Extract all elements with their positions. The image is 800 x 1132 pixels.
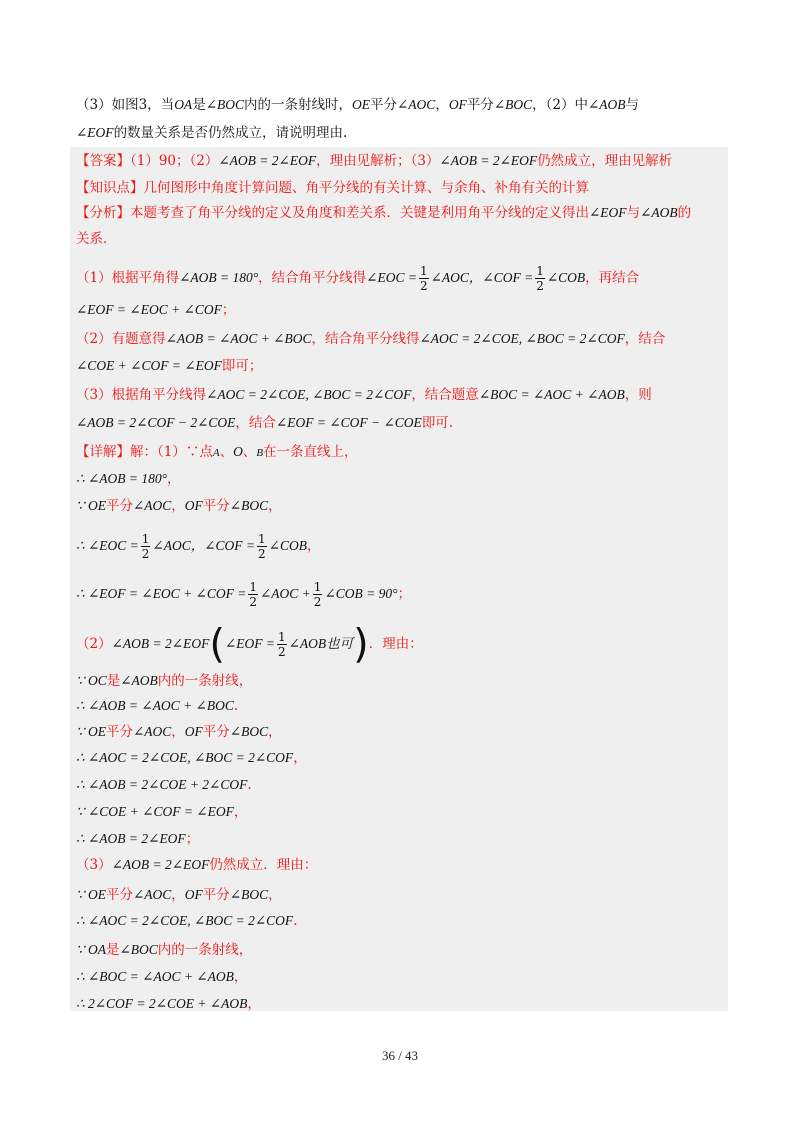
analysis-step-1: （1）根据平角得∠AOB = 180°，结合角平分线得∠EOC = $\frac{1}{2}$ ∠AOC，∠COF = $\frac{1}{2}$ ∠COB，再结合	[76, 264, 640, 293]
answer-tag: 【答案】	[76, 153, 130, 169]
detail-line-7: ∵ OC是∠AOB内的一条射线，	[76, 673, 253, 689]
detail-line-9: ∵ OE平分∠AOC，OF平分∠BOC，	[76, 724, 282, 740]
detail-line-15: ∵ OE平分∠AOC，OF平分∠BOC，	[76, 887, 282, 903]
answer-line: 【答案】（1）90；（2）∠AOB = 2∠EOF，理由见解析；（3）∠AOB = 2∠EOF仍然成立，理由见解析	[76, 153, 673, 169]
fraction-half: $\frac{1}{2}$	[258, 532, 266, 561]
fraction-half: $\frac{1}{2}$	[249, 580, 257, 609]
fraction-half: $\frac{1}{2}$	[277, 630, 286, 659]
detail-line-4: ∴ ∠EOC = $\frac{1}{2}$ ∠AOC，∠COF = $\frac{1}{2}$ ∠COB，	[76, 532, 321, 561]
detail-line-3: ∵ OE平分∠AOC，OF平分∠BOC，	[76, 498, 282, 514]
page-number: 36 / 43	[381, 1048, 419, 1063]
detail-line-6: （2）∠AOB = 2∠EOF(∠EOF = $\frac{1}{2}$ ∠AOB也可)．理由：	[76, 621, 423, 668]
detail-line-10: ∴ ∠AOC = 2∠COE, ∠BOC = 2∠COF，	[76, 750, 307, 766]
analysis-step-1-cont: ∠EOF = ∠EOC + ∠COF；	[76, 302, 236, 318]
detail-line-12: ∵ ∠COE + ∠COF = ∠EOF，	[76, 804, 248, 820]
detail-line-13: ∴ ∠AOB = 2∠EOF；	[76, 831, 200, 847]
detail-line-8: ∴ ∠AOB = ∠AOC + ∠BOC.	[76, 698, 239, 714]
detail-line-16: ∴ ∠AOC = 2∠COE, ∠BOC = 2∠COF.	[76, 913, 298, 929]
analysis-step-3-cont: ∠AOB = 2∠COF − 2∠COE，结合∠EOF = ∠COF − ∠COE即可.	[76, 415, 454, 431]
analysis-step-2: （2）有题意得∠AOB = ∠AOC + ∠BOC，结合角平分线得∠AOC = 2∠COE, ∠BOC = 2∠COF，结合	[76, 331, 666, 347]
detail-line-5: ∴ ∠EOF = ∠EOC + ∠COF = $\frac{1}{2}$ ∠AOC + $\frac{1}{2}$ ∠COB = 90°；	[76, 580, 412, 609]
fraction-half: $\frac{1}{2}$	[141, 532, 150, 561]
knowledge-line: 【知识点】几何图形中角度计算问题、角平分线的有关计算、与余角、补角有关的计算	[76, 180, 589, 196]
analysis-line-2: 关系．	[76, 231, 117, 247]
analysis-step-3: （3）根据角平分线得∠AOC = 2∠COE, ∠BOC = 2∠COF，结合题意∠BOC = ∠AOC + ∠AOB，则	[76, 387, 652, 403]
detail-line-2: ∴ ∠AOB = 180°，	[76, 471, 181, 487]
analysis-line-1: 【分析】本题考查了角平分线的定义及角度和差关系．关键是利用角平分线的定义得出∠EOF与∠AOB的	[76, 205, 692, 221]
analysis-step-2-cont: ∠COE + ∠COF = ∠EOF即可；	[76, 358, 263, 374]
analysis-tag: 【分析】	[76, 205, 130, 221]
detail-line-1: 【详解】解：（1）∵点A、O、B在一条直线上，	[76, 444, 358, 460]
fraction-half: $\frac{1}{2}$	[536, 264, 544, 293]
fraction-half: $\frac{1}{2}$	[419, 264, 428, 293]
fraction-half: $\frac{1}{2}$	[313, 580, 322, 609]
question-line-1: （3）如图3，当OA是∠BOC内的一条射线时，OE平分∠AOC，OF平分∠BOC，（2）中∠AOB与	[76, 97, 640, 113]
question-line-2: ∠EOF的数量关系是否仍然成立，请说明理由.	[76, 125, 348, 141]
detail-tag: 【详解】	[76, 444, 130, 460]
detail-line-17: ∵ OA是∠BOC内的一条射线，	[76, 942, 253, 958]
detail-line-11: ∴ ∠AOB = 2∠COE + 2∠COF.	[76, 777, 252, 793]
detail-line-18: ∴ ∠BOC = ∠AOC + ∠AOB，	[76, 969, 248, 985]
detail-line-14: （3）∠AOB = 2∠EOF仍然成立．理由：	[76, 857, 318, 873]
knowledge-tag: 【知识点】	[76, 180, 144, 196]
detail-line-19: ∴ 2∠COF = 2∠COE + ∠AOB，	[76, 996, 261, 1012]
